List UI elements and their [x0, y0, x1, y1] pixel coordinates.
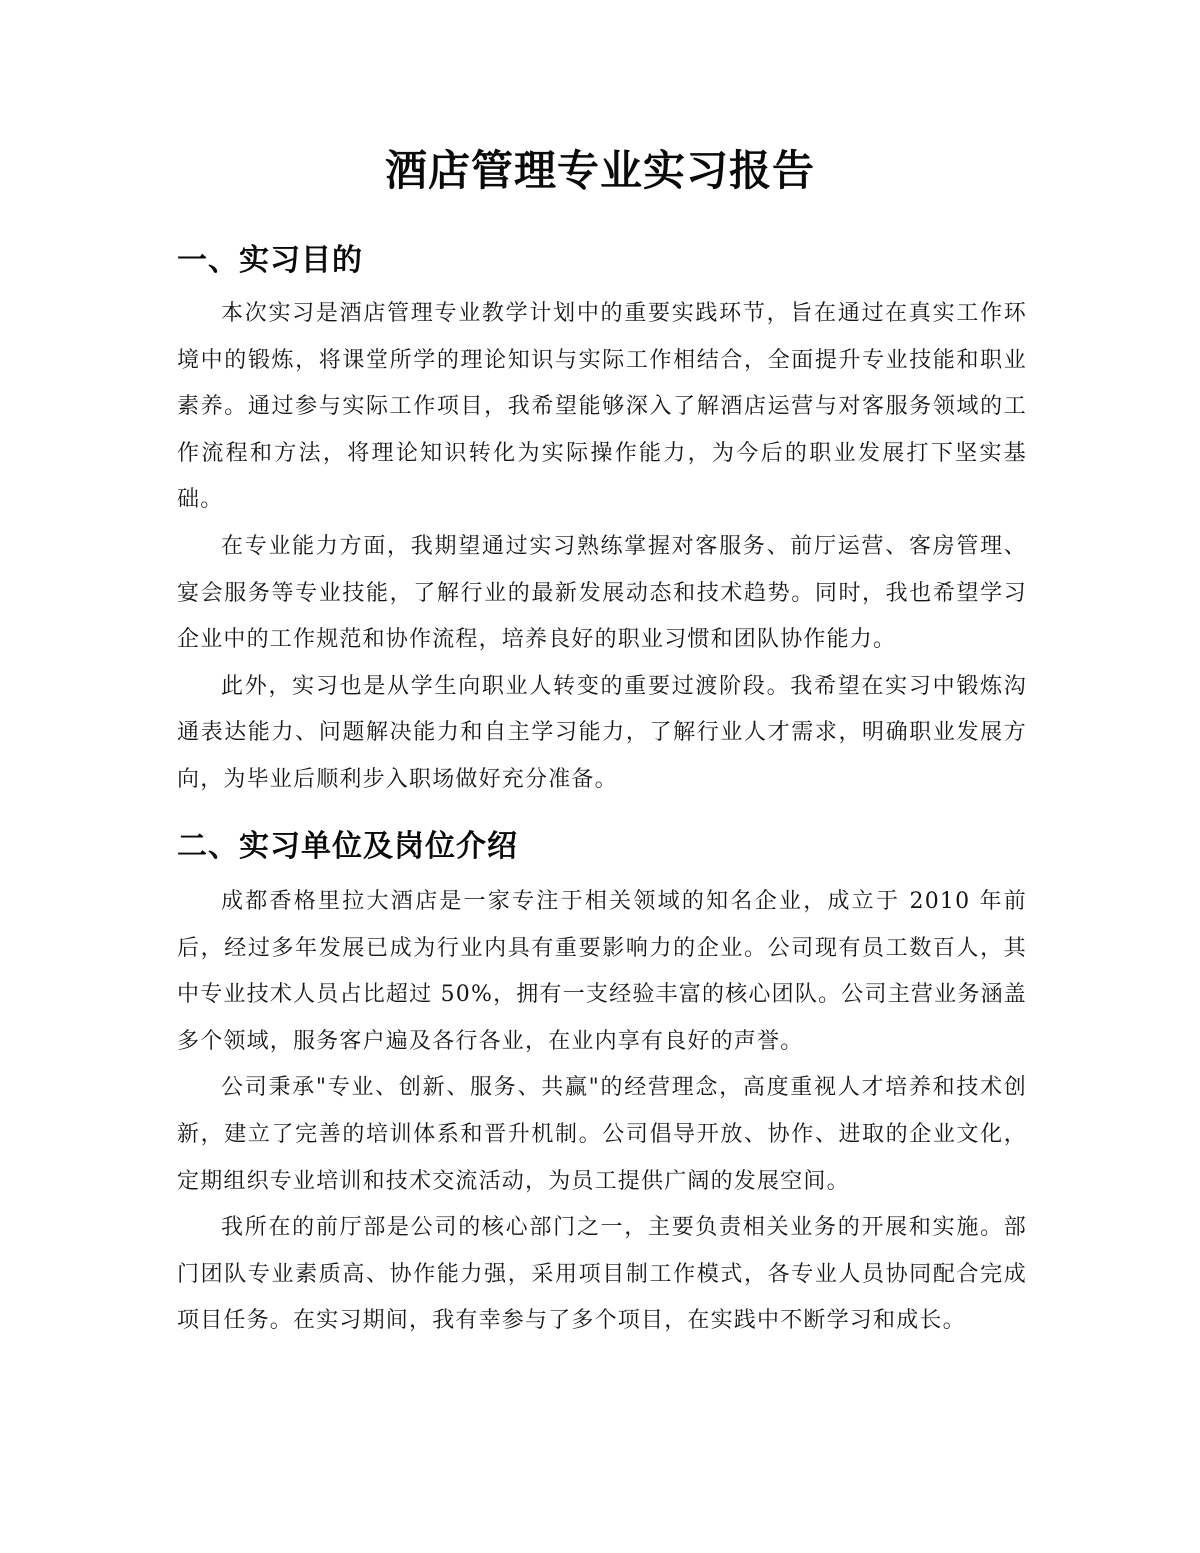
- paragraph: 我所在的前厅部是公司的核心部门之一，主要负责相关业务的开展和实施。部门团队专业素质高、协作能力强，采用项目制工作模式，各专业人员协同配合完成项目任务。在实习期间，我有幸参与了多个项目，在实践中不断学习和成长。: [177, 1215, 1027, 1334]
- paragraph: 此外，实习也是从学生向职业人转变的重要过渡阶段。我希望在实习中锻炼沟通表达能力、问题解决能力和自主学习能力，了解行业人才需求，明确职业发展方向，为毕业后顺利步入职场做好充分准备。: [177, 673, 1027, 792]
- section-internship-purpose: [177, 237, 1027, 804]
- section-company-and-position: [177, 823, 1027, 1345]
- page-title: 酒店管理专业实习报告: [384, 146, 815, 195]
- paragraph: 成都香格里拉大酒店是一家专注于相关领域的知名企业，成立于 2010 年前后，经过多年发展已成为行业内具有重要影响力的企业。公司现有员工数百人，其中专业技术人员占比超过 50%，拥有一支经验丰富的核心团队。公司主营业务涵盖多个领域，服务客户遍及各行各业，在业内享有良好的声誉。: [177, 889, 1027, 1054]
- section-heading: 二、实习单位及岗位介绍: [177, 829, 518, 864]
- paragraph: 本次实习是酒店管理专业教学计划中的重要实践环节，旨在通过在真实工作环境中的锻炼，将课堂所学的理论知识与实际工作相结合，全面提升专业技能和职业素养。通过参与实际工作项目，我希望能够深入了解酒店运营与对客服务领域的工作流程和方法，将理论知识转化为实际操作能力，为今后的职业发展打下坚实基础。: [177, 301, 1027, 513]
- section-heading: 一、实习目的: [177, 243, 363, 278]
- paragraph: 公司秉承"专业、创新、服务、共赢"的经营理念，高度重视人才培养和技术创新，建立了完善的培训体系和晋升机制。公司倡导开放、协作、进取的企业文化，定期组织专业培训和技术交流活动，为员工提供广阔的发展空间。: [177, 1075, 1027, 1194]
- paragraph: 在专业能力方面，我期望通过实习熟练掌握对客服务、前厅运营、客房管理、宴会服务等专业技能，了解行业的最新发展动态和技术趋势。同时，我也希望学习企业中的工作规范和协作流程，培养良好的职业习惯和团队协作能力。: [177, 533, 1027, 653]
